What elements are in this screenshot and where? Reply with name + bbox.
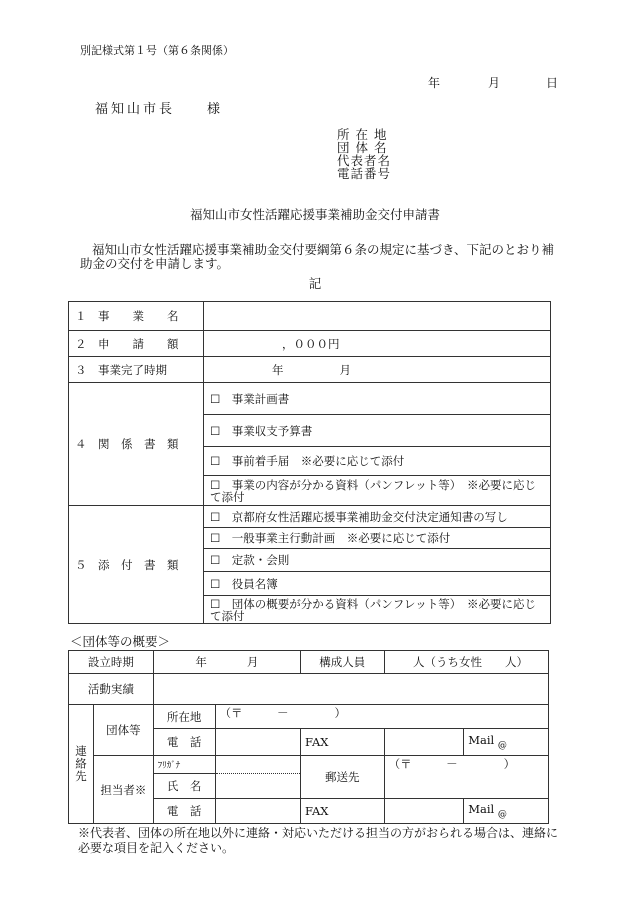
activities-label: 活動実績 (69, 674, 154, 705)
members-label: 構成人員 (300, 651, 384, 674)
completion-label: ３ 事業完了時期 (69, 357, 204, 383)
members-field[interactable]: 人（うち女性 人） (384, 651, 548, 674)
attachment-item[interactable]: ☐ 京都府女性活躍応援事業補助金交付決定通知書の写し (204, 506, 551, 528)
furigana-field[interactable] (215, 756, 300, 774)
name-label: 氏 名 (153, 774, 215, 799)
project-name-label: １ 事 業 名 (69, 302, 204, 331)
related-doc-item[interactable]: ☐ 事業の内容が分かる資料（パンフレット等） ※必要に応じて添付 (204, 476, 551, 506)
established-field[interactable] (153, 651, 300, 674)
group-phone-label: 電 話 (153, 729, 215, 756)
name-field[interactable] (215, 774, 300, 799)
applicant-fields (337, 128, 391, 180)
group-address-field[interactable]: （〒 － ） (215, 705, 549, 729)
person-label: 担当者※ (94, 756, 154, 824)
group-fax-label: FAX (300, 729, 384, 756)
related-docs-label: ４ 関 係 書 類 (69, 383, 204, 506)
completion-month: 月 (339, 362, 351, 377)
mailing-label: 郵送先 (300, 756, 384, 799)
date-line (428, 74, 558, 91)
furigana-label: ﾌﾘｶﾞﾅ (153, 756, 215, 774)
established-label: 設立時期 (69, 651, 154, 674)
person-fax-label: FAX (300, 799, 384, 824)
group-mail-field[interactable] (464, 729, 549, 756)
date-day: 日 (546, 76, 559, 90)
contact-label: 連絡先 (69, 705, 94, 824)
attachment-item[interactable]: ☐ 役員名簿 (204, 572, 551, 596)
amount-label: ２ 申 請 額 (69, 331, 204, 357)
attachment-item[interactable]: ☐ 団体の概要が分かる資料（パンフレット等） ※必要に応じて添付 (204, 596, 551, 624)
footnote: ※代表者、団体の所在地以外に連絡・対応いただける担当の方がおられる場合は、連絡に必要な項目を記入ください。 (78, 826, 559, 855)
ki-marker: 記 (308, 276, 322, 291)
body-text: 福知山市女性活躍応援事業補助金交付要綱第６条の規定に基づき、下記のとおり補助金の交付を申請します。 (80, 242, 555, 271)
date-year: 年 (428, 76, 441, 90)
person-fax-field[interactable] (384, 799, 464, 824)
form-number: 別記様式第１号（第６条関係） (80, 44, 234, 57)
applicant-representative-label: 代表者名 (337, 153, 392, 168)
at-sign: @ (497, 810, 507, 820)
date-month: 月 (488, 76, 501, 90)
addressee: 福知山市長 様 (95, 102, 224, 117)
completion-year: 年 (272, 362, 284, 377)
group-mail-label: Mail (468, 733, 495, 747)
applicant-group-label: 団 体 名 (337, 140, 388, 155)
project-name-field[interactable] (204, 302, 551, 331)
person-phone-field[interactable] (215, 799, 300, 824)
address-label: 所在地 (153, 705, 215, 729)
established-month: 月 (246, 655, 259, 669)
attachments-label: ５ 添 付 書 類 (69, 506, 204, 624)
applicant-address-label: 所 在 地 (337, 127, 388, 142)
attachment-item[interactable]: ☐ 一般事業主行動計画 ※必要に応じて添付 (204, 528, 551, 549)
established-year: 年 (195, 655, 207, 669)
related-doc-item[interactable]: ☐ 事業計画書 (204, 383, 551, 415)
amount-field[interactable]: ，０００円 (204, 331, 551, 357)
group-fax-field[interactable] (384, 729, 464, 756)
mailing-address-field[interactable]: （〒 － ） (384, 756, 548, 799)
completion-field[interactable] (204, 357, 551, 383)
document-title: 福知山市女性活躍応援事業補助金交付申請書 (189, 207, 440, 222)
overview-title: ＜団体等の概要＞ (70, 634, 171, 649)
application-table (68, 301, 551, 624)
group-label: 団体等 (94, 705, 154, 756)
person-mail-label: Mail (468, 802, 495, 816)
at-sign: @ (497, 741, 507, 751)
applicant-phone-label: 電話番号 (337, 166, 392, 181)
group-phone-field[interactable] (215, 729, 300, 756)
attachment-item[interactable]: ☐ 定款・会則 (204, 549, 551, 572)
overview-table (68, 650, 549, 824)
related-doc-item[interactable]: ☐ 事前着手届 ※必要に応じて添付 (204, 447, 551, 476)
person-phone-label: 電 話 (153, 799, 215, 824)
activities-field[interactable] (153, 674, 548, 705)
person-mail-field[interactable] (464, 799, 549, 824)
related-doc-item[interactable]: ☐ 事業収支予算書 (204, 415, 551, 447)
